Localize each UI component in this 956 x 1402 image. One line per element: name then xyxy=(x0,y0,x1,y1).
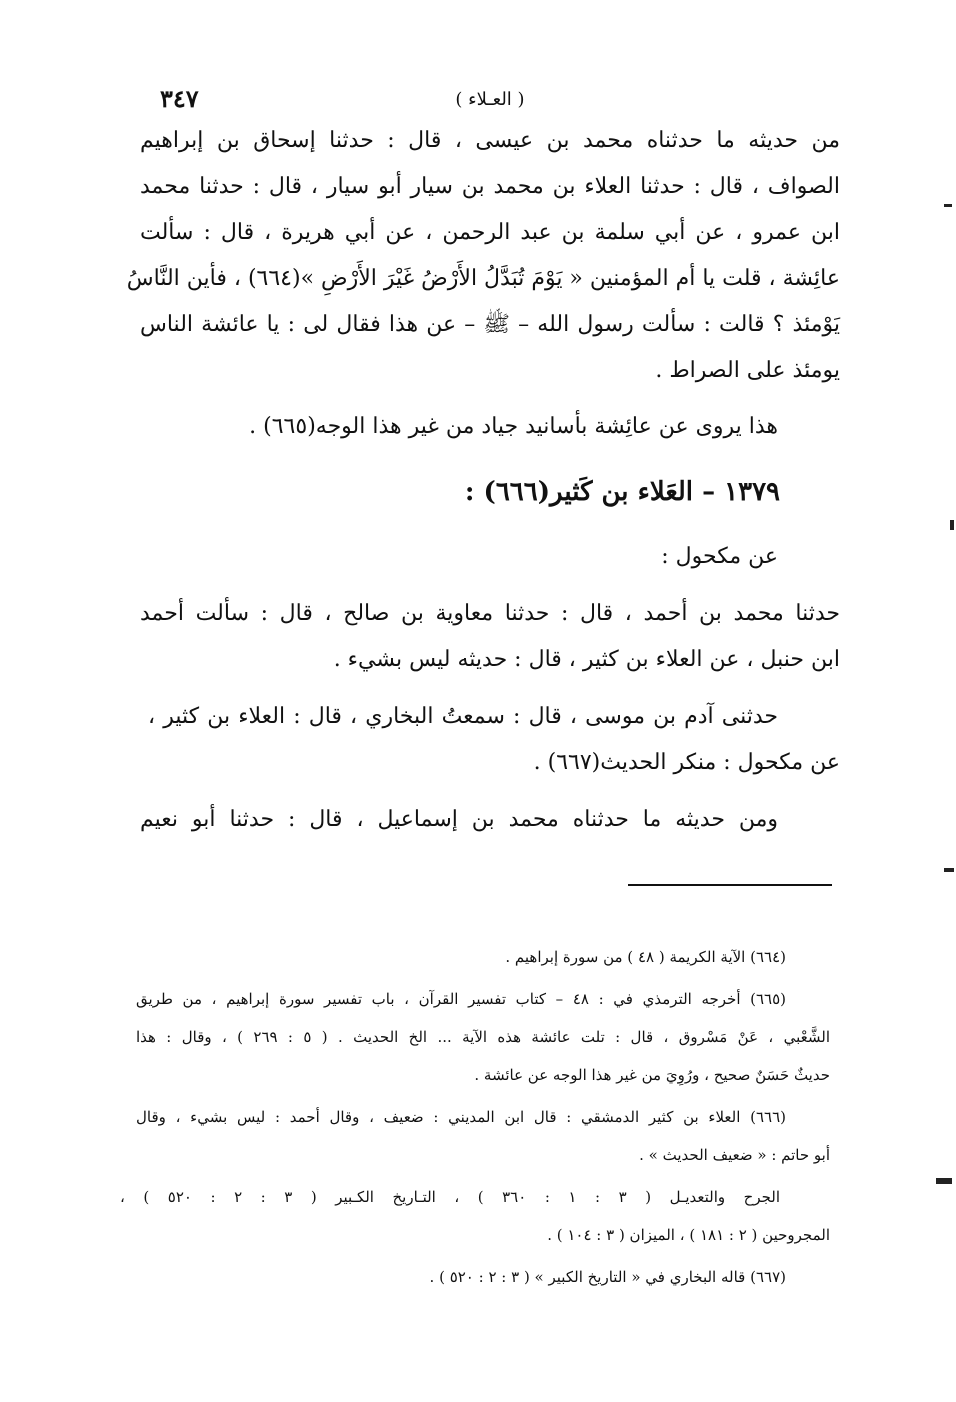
scan-mark xyxy=(936,1178,952,1184)
note-line: هذا يروى عن عائِشة بأسانيد جياد من غير هذا الوجه(٦٦٥) . xyxy=(249,414,778,439)
body-line: ابن عمرو ، عن أبي سلمة بن عبد الرحمن ، عن أبي هريرة ، قال : سألت xyxy=(140,220,840,245)
body-line: ابن حنبل ، عن العلاء بن كثير ، قال : حديثه ليس بشيء . xyxy=(333,647,840,672)
footnote-666-line: الجرح والتعديـل ( ٣ : ١ : ٣٦٠ ) ، التـاريخ الكـبير ( ٣ : ٢ : ٥٢٠ ) ، xyxy=(120,1188,781,1206)
footnote-666-line: أبو حاتم : « ضعيف الحديث » . xyxy=(639,1146,830,1164)
scan-mark xyxy=(950,520,954,530)
footnote-666-line: المجروحين ( ٢ : ١٨١ ) ، الميزان ( ٣ : ١٠٤ ) . xyxy=(547,1226,830,1244)
footnote-665-line: حديثٌ حَسَنٌ صحيح ، ورُوِيَ من غير هذا الوجه عن عائشة . xyxy=(474,1066,830,1084)
body-line: من حديثه ما حدثناه محمد بن عيسى ، قال : حدثنا إسحاق بن إبراهيم xyxy=(140,128,840,153)
scan-mark xyxy=(944,204,952,207)
running-title: ( العـلاء ) xyxy=(455,89,525,110)
entry-heading: ١٣٧٩ – العَلاء بن كَثير(٦٦٦) : xyxy=(464,477,780,507)
body-line: حدثنى آدم بن موسى ، قال : سمعتُ البخاري ، قال : العلاء بن كثير ، xyxy=(148,704,778,729)
body-line: يومئذ على الصراط . xyxy=(655,358,840,383)
footnote-667: (٦٦٧) قاله البخاري في « التاريخ الكبير » ( ٣ : ٢ : ٥٢٠ ) . xyxy=(429,1268,786,1286)
footnote-665-line: (٦٦٥) أخرجه الترمذي في : ٤٨ – كتاب تفسير القرآن ، باب تفسير سورة إبراهيم ، من طريق xyxy=(136,990,787,1008)
page-number: ٣٤٧ xyxy=(160,84,199,113)
body-line: عائِشة ، قلت يا أم المؤمنين « يَوْمَ تُبَدَّلُ الأَرْضُ غَيْرَ الأَرْضِ »(٦٦٤) ، فأين النَّاسُ xyxy=(126,266,840,291)
footnote-666-line: (٦٦٦) العلاء بن كثير الدمشقي : قال ابن المديني : ضعيف ، وقال أحمد : ليس بشيء ، وقال xyxy=(136,1108,786,1126)
footnote-664: (٦٦٤) الآية الكريمة ( ٤٨ ) من سورة إبراهيم . xyxy=(505,948,786,966)
scan-mark xyxy=(944,868,954,872)
body-line: يَوْمئذ ؟ قالت : سألت رسول الله – ﷺ – عن هذا فقال لى : يا عائشة الناس xyxy=(140,312,840,337)
from-line: عن مكحول : xyxy=(661,544,778,569)
body-line: ومن حديثه ما حدثناه محمد بن إسماعيل ، قال : حدثنا أبو نعيم xyxy=(140,807,778,832)
body-line: حدثنا محمد بن أحمد ، قال : حدثنا معاوية بن صالح ، قال : سألت أحمد xyxy=(140,601,840,626)
footnote-665-line: الشَّعْبي ، عَنْ مَسْروق ، قال : تلت عائشة هذه الآية ... الخ الحديث . ( ٥ : ٢٦٩ ) ، وقال : هذا xyxy=(136,1028,830,1046)
footnote-separator xyxy=(628,884,832,886)
body-line: عن مكحول : منكر الحديث(٦٦٧) . xyxy=(533,750,840,775)
body-line: الصواف ، قال : حدثنا العلاء بن محمد بن سيار أبو سيار ، قال : حدثنا محمد xyxy=(140,174,840,199)
